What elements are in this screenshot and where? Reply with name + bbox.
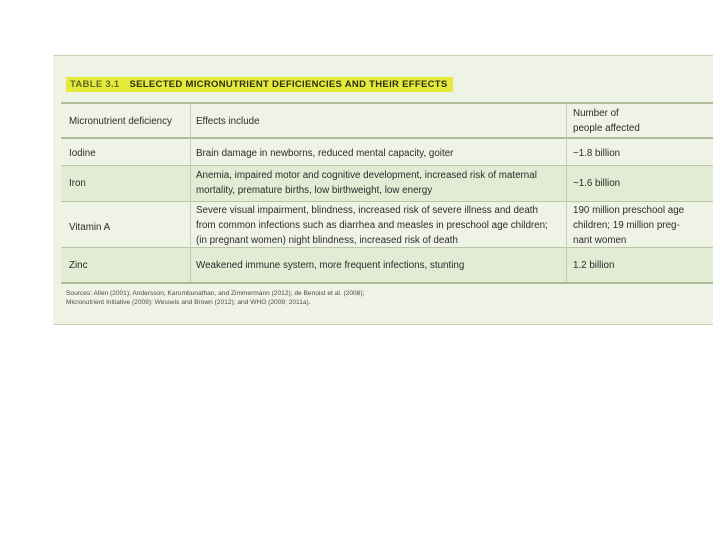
table-panel	[53, 55, 713, 325]
row-iodine-effects: Brain damage in newborns, reduced mental capacity, goiter	[196, 148, 454, 159]
header-affected-line1: Number of	[573, 108, 619, 119]
table-bottom-rule	[61, 282, 713, 284]
row-vitamin-a-effects-line3: (in pregnant women) night blindness, increased risk of death	[196, 235, 458, 246]
row-vitamin-a-effects-line2: from common infections such as diarrhea and measles in preschool age children;	[196, 220, 548, 231]
row-zinc-effects: Weakened immune system, more frequent infections, stunting	[196, 260, 465, 271]
column-divider	[566, 103, 567, 282]
row-vitamin-a-affected-line3: nant women	[573, 235, 627, 246]
table-title-bar	[66, 77, 453, 92]
table-number: TABLE 3.1	[70, 79, 120, 90]
header-bottom-rule	[61, 137, 713, 139]
row-rule	[61, 247, 713, 248]
row-iron-effects-line2: mortality, premature births, low birthweight, low energy	[196, 185, 433, 196]
header-affected-line2: people affected	[573, 123, 640, 134]
sources-line2: Micronutrient Initiative (2009); Wessels and Brown (2012); and WHO (2009; 2011a).	[66, 299, 311, 306]
row-iron-deficiency: Iron	[69, 178, 86, 189]
row-iodine-affected: ~1.8 billion	[573, 148, 621, 159]
row-iron-effects-line1: Anemia, impaired motor and cognitive development, increased risk of maternal	[196, 170, 537, 181]
sources-line1: Sources: Allen (2001); Andersson, Karumbunathan, and Zimmermann (2012); de Benoist et al. (2008);	[66, 290, 365, 297]
row-vitamin-a-affected-line2: children; 19 million preg-	[573, 220, 680, 231]
column-divider	[190, 103, 191, 282]
row-vitamin-a-effects-line1: Severe visual impairment, blindness, increased risk of severe illness and death	[196, 205, 538, 216]
row-vitamin-a-affected-line1: 190 million preschool age	[573, 205, 685, 216]
row-zinc-affected: 1.2 billion	[573, 260, 615, 271]
header-top-rule	[61, 102, 713, 104]
row-iodine-deficiency: Iodine	[69, 148, 96, 159]
row-rule	[61, 201, 713, 202]
row-rule	[61, 165, 713, 166]
header-deficiency: Micronutrient deficiency	[69, 116, 172, 127]
row-iron-affected: ~1.6 billion	[573, 178, 621, 189]
table-title: SELECTED MICRONUTRIENT DEFICIENCIES AND THEIR EFFECTS	[129, 79, 448, 90]
header-effects: Effects include	[196, 116, 260, 127]
row-zinc-deficiency: Zinc	[69, 260, 88, 271]
row-vitamin-a-deficiency: Vitamin A	[69, 222, 111, 233]
